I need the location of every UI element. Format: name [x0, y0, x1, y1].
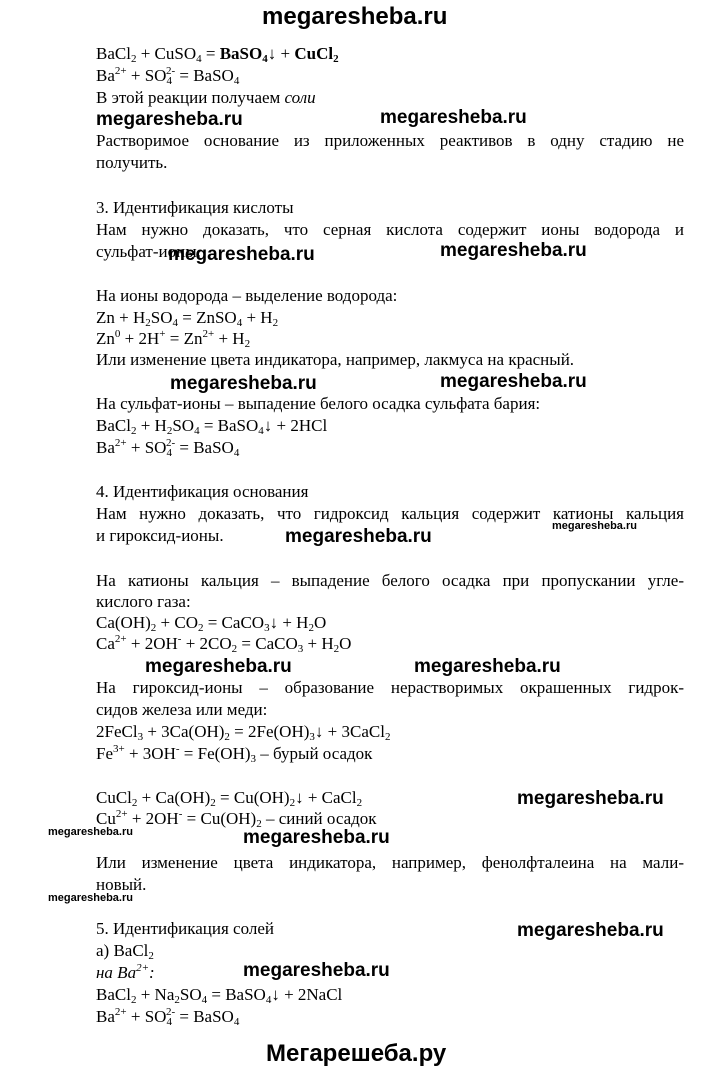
watermark-text: megaresheba.ru — [440, 240, 587, 261]
equation-caoh2-co2: $Ca(OH)_2 + CO_2$ = CaCO$_3$↓ + $H_2O$ — [96, 613, 327, 634]
paragraph-line: На ионы водорода – выделение водорода: — [96, 286, 398, 305]
watermark-text: megaresheba.ru — [285, 526, 432, 547]
watermark-text: megaresheba.ru — [170, 373, 317, 394]
equation-bacl2-cuso4: BaCl$_2$ + CuSO$_4$ = BaSO$_4$↓ + CuCl$_2$ — [96, 44, 339, 65]
watermark-text: megaresheba.ru — [440, 371, 587, 392]
section-heading-acid: 3. Идентификация кислоты — [96, 198, 294, 217]
paragraph-line: Растворимое основание из приложенных реактивов в одну стадию не — [96, 131, 684, 150]
equation-bacl2-na2so4: BaCl$_2$ + $Na_2SO_4$ = BaSO$_4$↓ + 2NaCl — [96, 985, 343, 1006]
ionic-equation-ba-so4: $Ba^{2+} + SO_4^{2-}$ = BaSO$_4$ — [96, 65, 240, 87]
watermark-text: megaresheba.ru — [380, 107, 527, 128]
equation-fecl3-caoh2: 2FeCl$_3$ + $3Ca(OH)_2$ = $2Fe(OH)_3↓$ + 3CaCl$_2$ — [96, 722, 391, 743]
subsection-bacl2: а) BaCl$_2$ — [96, 941, 154, 962]
ionic-equation-cu: $Cu^{2+} + 2OH^- = Cu(OH)_2$ – синий осадок — [96, 808, 377, 830]
watermark-text: megaresheba.ru — [145, 656, 292, 677]
watermark-text: megaresheba.ru — [552, 520, 637, 532]
equation-bacl2-h2so4: BaCl$_2$ + $H_2SO_4$ = BaSO$_4$↓ + 2HCl — [96, 416, 328, 437]
ionic-equation-ba-so4: $Ba^{2+} + SO_4^{2-}$ = BaSO$_4$ — [96, 437, 240, 459]
footer-watermark: Мегарешеба.ру — [266, 1040, 447, 1067]
paragraph-line: Или изменение цвета индикатора, например, лакмуса на красный. — [96, 350, 575, 369]
paragraph-line: На катионы кальция – выпадение белого осадка при пропускании угле- — [96, 571, 684, 590]
section-heading-base: 4. Идентификация основания — [96, 482, 309, 501]
ionic-equation-ca: $Ca^{2+} + 2OH^- + 2CO_2$ = CaCO$_3$ + $H_2O$ — [96, 633, 352, 655]
paragraph-line: Нам нужно доказать, что гидроксид кальция содержит катионы кальция — [96, 504, 684, 523]
paragraph-line: На гироксид-ионы – образование нерастворимых окрашенных гидрок- — [96, 678, 684, 697]
watermark-text: megaresheba.ru — [517, 920, 664, 941]
ionic-equation-zn: $Zn^0 + 2H^+ = Zn^{2+} + H_2$ — [96, 328, 251, 350]
paragraph-line: сидов железа или меди: — [96, 700, 268, 719]
watermark-text: megaresheba.ru — [243, 827, 390, 848]
ionic-equation-fe: $Fe^{3+} + 3OH^- = Fe(OH)_3$ – бурый осадок — [96, 743, 373, 765]
paragraph-line: Нам нужно доказать, что серная кислота содержит ионы водорода и — [96, 220, 684, 239]
watermark-text: megaresheba.ru — [168, 244, 315, 265]
paragraph-line: На сульфат-ионы – выпадение белого осадка сульфата бария: — [96, 394, 541, 413]
reaction-product-text: В этой реакции получаем соли — [96, 88, 316, 107]
equation-cucl2-caoh2: CuCl$_2$ + $Ca(OH)_2$ = $Cu(OH)_2↓$ + CaCl$_2$ — [96, 788, 363, 809]
paragraph-line: Или изменение цвета индикатора, например, фенолфталеина на мали- — [96, 853, 684, 872]
watermark-text: megaresheba.ru — [517, 788, 664, 809]
ionic-equation-ba-so4: $Ba^{2+} + SO_4^{2-}$ = BaSO$_4$ — [96, 1006, 240, 1028]
paragraph-line: получить. — [96, 153, 168, 172]
watermark-text: megaresheba.ru — [243, 960, 390, 981]
paragraph-line: новый. — [96, 875, 147, 894]
paragraph-line: и гироксид-ионы. — [96, 526, 224, 545]
watermark-text: megaresheba.ru — [96, 109, 243, 130]
header-watermark: megaresheba.ru — [262, 3, 448, 30]
subsection-on-ba: на $Ba^{2+}$: — [96, 962, 155, 982]
paragraph-line: кислого газа: — [96, 592, 191, 611]
equation-zn-h2so4: $Zn + H_2SO_4$ = ZnSO$_4$ + $H_2$ — [96, 308, 279, 329]
watermark-text: megaresheba.ru — [48, 826, 133, 838]
paragraph-line: сульфат-ионы. — [96, 242, 201, 261]
section-heading-salts: 5. Идентификация солей — [96, 919, 274, 938]
watermark-text: megaresheba.ru — [48, 892, 133, 904]
watermark-text: megaresheba.ru — [414, 656, 561, 677]
